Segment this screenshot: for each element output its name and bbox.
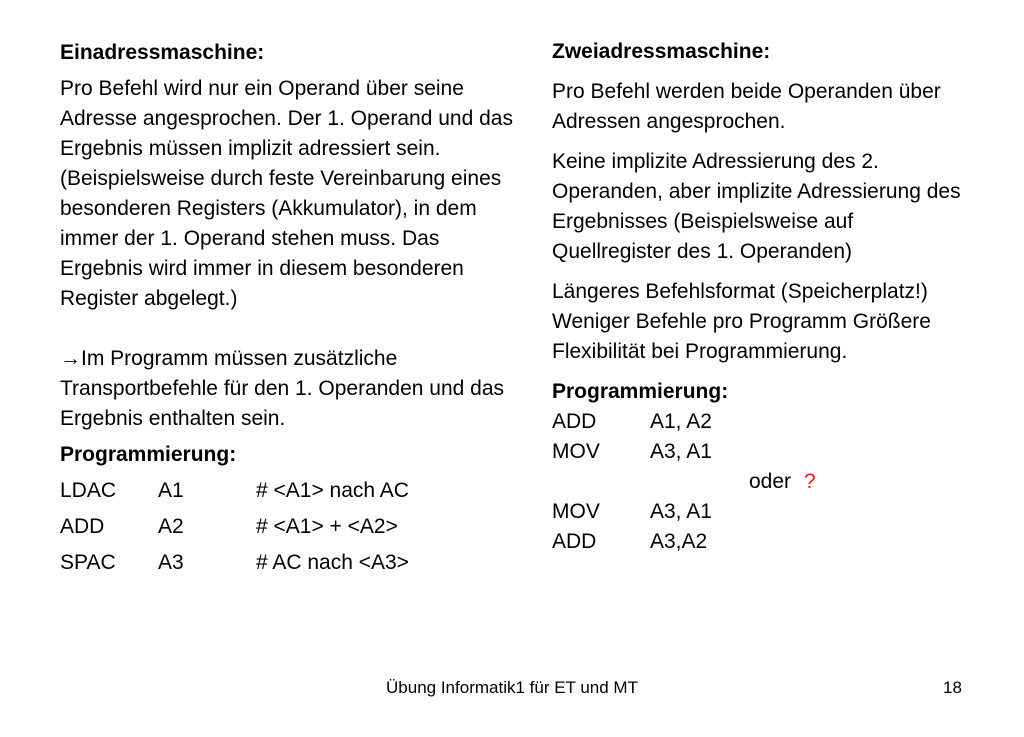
- left-heading: Einadressmaschine:: [60, 41, 265, 64]
- code-comment: # AC nach <A3>: [256, 551, 409, 574]
- left-description: Pro Befehl wird nur ein Operand über seine Adresse angesprochen. Der 1. Operand und das Ergebnis müssen implizit adressiert sein. (Beispielsweise durch feste Vereinbarung eines besonderen Registers (Akkumulator), in dem immer der 1. Operand stehen muss. Das Ergebnis wird immer in diesem besonderen Register abgelegt.): [60, 77, 513, 310]
- code-row: [552, 527, 972, 557]
- left-consequence: [60, 344, 520, 434]
- code-arg: A1, A2: [650, 410, 712, 433]
- code-op: LDAC: [60, 479, 117, 502]
- left-column: [60, 38, 520, 578]
- right-programming-heading: Programmierung:: [552, 380, 729, 403]
- code-op: MOV: [552, 440, 600, 463]
- footer-text: Übung Informatik1 für ET und MT: [386, 678, 638, 697]
- alternative-separator: [552, 467, 972, 497]
- code-arg: A3, A1: [650, 500, 712, 523]
- code-comment: # <A1> nach AC: [256, 479, 409, 502]
- code-row: [60, 512, 520, 542]
- code-op: ADD: [552, 530, 597, 553]
- oder-label: oder: [749, 470, 792, 493]
- code-row: [552, 497, 972, 527]
- code-arg: A3: [158, 551, 184, 574]
- right-paragraph-2: Keine implizite Adressierung des 2. Operanden, aber implizite Adressierung des Ergebnisses (Beispielsweise auf Quellregister des 1. Operanden): [552, 150, 961, 263]
- code-op: SPAC: [60, 551, 116, 574]
- left-code-listing: [60, 476, 520, 578]
- right-code-listing: [552, 407, 972, 557]
- code-op: ADD: [60, 515, 105, 538]
- code-row: [60, 476, 520, 506]
- code-row: [60, 548, 520, 578]
- code-arg: A2: [158, 515, 184, 538]
- right-paragraph-3: Längeres Befehlsformat (Speicherplatz!) Weniger Befehle pro Programm Größere Flexibilität bei Programmierung.: [552, 280, 931, 363]
- code-op: ADD: [552, 410, 597, 433]
- code-row: [552, 407, 972, 437]
- code-arg: A1: [158, 479, 184, 502]
- code-comment: # <A1> + <A2>: [256, 515, 398, 538]
- left-consequence-text: Im Programm müssen zusätzliche Transportbefehle für den 1. Operanden und das Ergebnis enthalten sein.: [60, 347, 505, 430]
- arrow-icon: →: [60, 347, 81, 370]
- page-number: 18: [943, 678, 962, 697]
- right-heading: Zweiadressmaschine:: [552, 40, 771, 63]
- right-paragraph-1: Pro Befehl werden beide Operanden über Adressen angesprochen.: [552, 80, 941, 133]
- right-column: [552, 37, 972, 557]
- code-arg: A3, A1: [650, 440, 712, 463]
- code-arg: A3,A2: [650, 530, 708, 553]
- left-programming-heading: Programmierung:: [60, 443, 237, 466]
- question-mark: ?: [804, 470, 816, 493]
- code-row: [552, 437, 972, 467]
- code-op: MOV: [552, 500, 600, 523]
